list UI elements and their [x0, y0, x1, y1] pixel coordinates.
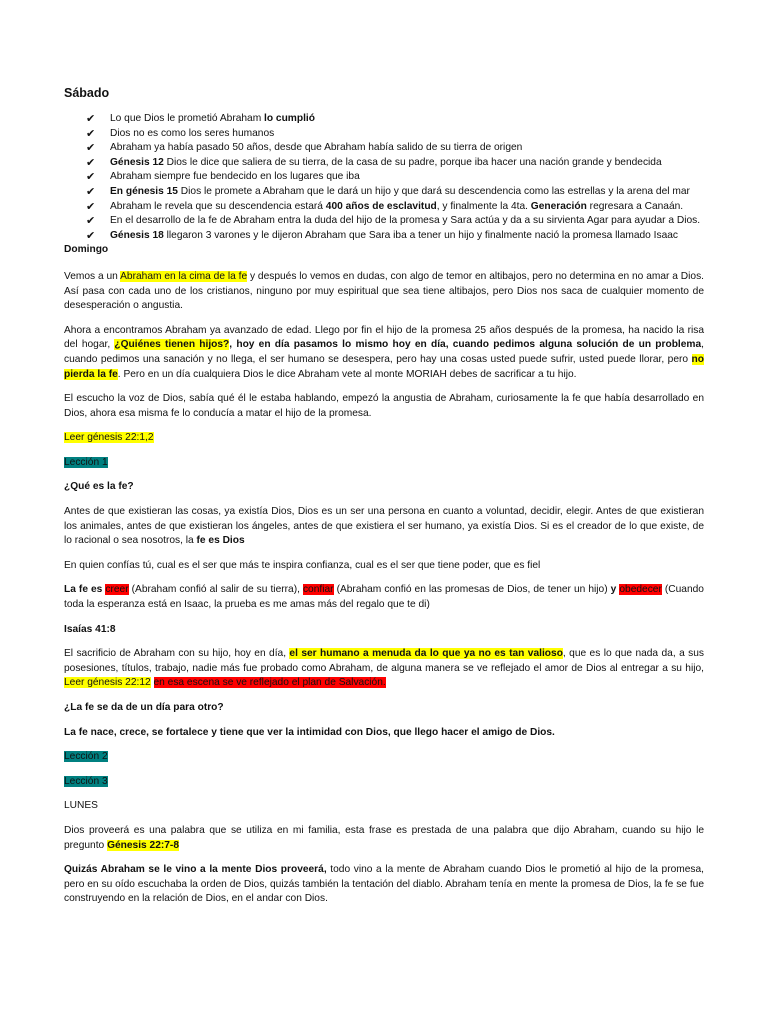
paragraph — [64, 775, 704, 790]
highlighted-text: confiar — [302, 584, 334, 596]
text-run: , que es lo que nada da, a sus posesiones, títulos, trabajo, nadie más fue probado como Abraham, de alguna manera se ve reflejado el amor de Dios al entregar a su hijo, — [64, 648, 704, 674]
bold-text: ¿La fe se da de un día para otro? — [64, 702, 224, 713]
text-run: Dios le promete a Abraham que le dará un hijo y que dará su descendencia como las estrellas y la arena del mar — [177, 185, 690, 197]
bold-text: La fe es — [64, 584, 106, 596]
document-page — [64, 86, 704, 917]
checklist-item — [86, 185, 704, 200]
paragraph — [64, 623, 704, 638]
bold-text: y — [610, 584, 617, 596]
paragraph — [64, 583, 704, 612]
highlighted-text: en esa escena se ve reflejado el plan de Salvación. — [153, 677, 386, 689]
text-run: Antes de que existieran las cosas, ya existía Dios, Dios es un ser una persona en cuanto a voluntad, decidir, elegir. Antes de que existieran los animales, antes de que existieran los ángeles, antes de que existiera el ser humano, ya existía Dios. Si es el creador de lo que existe, de lo racional o sea nosotros, la — [64, 506, 704, 547]
paragraph — [64, 392, 704, 421]
text-run: regresara a Canaán. — [586, 200, 684, 212]
checkmark-icon: ✔ — [86, 185, 96, 198]
bold-text: fe es Dios — [196, 535, 245, 547]
highlighted-text: Leer génesis 22:1,2 — [64, 432, 154, 444]
text-run: y después lo vemos en dudas, con algo de temor en altibajos, pero no determina en no amar a Dios. Así pasa con cada uno de los cristianos, ninguno por muy espiritual que sea tiene altibajos, pero Dios nos saca de cualquier momento de desesperación o angustia. — [64, 270, 704, 312]
paragraph — [64, 431, 704, 446]
text-run: Ahora a encontramos Abraham ya avanzado de edad. Llego por fin el hijo de la promesa 25 años después de la promesa, ha nacido la risa del hogar, — [64, 324, 704, 351]
paragraph — [64, 799, 704, 814]
highlighted-text: no pierda la fe — [64, 353, 704, 380]
checklist-item — [86, 214, 704, 229]
text-run: Dios le dice que saliera de su tierra, de la casa de su padre, porque iba hacer una nación grande y bendecida — [163, 156, 662, 168]
text-run: , y finalmente la 4ta. — [436, 200, 531, 212]
highlighted-text: Abraham en la cima de la fe — [120, 270, 248, 282]
text-run: . Pero en un día cualquiera Dios le dice Abraham vete al monte MORIAH debes de sacrificar a tu hijo. — [117, 368, 577, 380]
text-run: (Abraham confió en las promesas de Dios, de tener un hijo) — [333, 584, 611, 596]
bold-text: La fe nace, crece, se fortalece y tiene que ver la intimidad con Dios, que llego hacer el amigo de Dios. — [64, 726, 555, 738]
text-run: (Cuando toda la esperanza está en Isaac, la prueba es me amas más del regalo que te di) — [64, 584, 704, 611]
text-run: Abraham le revela que su descendencia estará — [110, 200, 326, 212]
highlighted-text: Lección 2 — [64, 751, 108, 763]
bold-text: , hoy en día pasamos lo mismo hoy en día, cuando pedimos alguna solución de un problema — [229, 339, 702, 351]
checkmark-icon: ✔ — [86, 171, 96, 184]
text-run: Vemos a un — [64, 270, 121, 282]
paragraph — [64, 480, 704, 495]
highlighted-text: creer — [105, 584, 129, 596]
highlighted-text: el ser humano a menuda da lo que ya no es tan valioso — [289, 648, 563, 660]
bold-text: Génesis 18 — [110, 229, 164, 241]
text-run: (Abraham confió al salir de su tierra), — [128, 584, 303, 596]
text-run: LUNES — [64, 800, 98, 812]
checkmark-icon: ✔ — [86, 156, 96, 169]
paragraph — [64, 559, 704, 574]
text-run: Lo que Dios le prometió Abraham — [110, 113, 265, 124]
checklist-item — [86, 229, 704, 244]
paragraph — [64, 456, 704, 471]
text-run: Abraham ya había pasado 50 años, desde que Abraham había salido de su tierra de origen — [110, 142, 523, 154]
paragraph — [64, 701, 704, 716]
highlighted-text: ¿Quiénes tienen hijos? — [114, 339, 230, 351]
checklist-item — [86, 200, 704, 215]
text-run: llegaron 3 varones y le dijeron Abraham que Sara iba a tener un hijo y finalmente nació la promesa llamado Isaac — [163, 229, 679, 241]
saturday-checklist — [64, 112, 704, 243]
bold-text: Generación — [530, 200, 587, 212]
bold-text: lo cumplió — [264, 113, 315, 124]
checklist-item — [86, 127, 704, 142]
text-run: Dios proveerá es una palabra que se utiliza en mi familia, esta frase es prestada de una palabra que dijo Abraham, cuando su hijo le pregunto — [64, 824, 704, 851]
checklist-item — [86, 112, 704, 127]
checkmark-icon: ✔ — [86, 127, 96, 140]
text-run: En quien confías tú, cual es el ser que más te inspira confianza, cual es el ser que tiene poder, que es fiel — [64, 559, 541, 571]
checkmark-icon: ✔ — [86, 215, 96, 228]
sunday-heading: Domingo — [64, 244, 109, 256]
highlighted-text: Lección 1 — [64, 456, 108, 468]
highlighted-text: Leer génesis 22:12 — [64, 677, 151, 689]
text-run: El sacrificio de Abraham con su hijo, hoy en día, — [64, 648, 290, 660]
bold-text: Isaías 41:8 — [64, 623, 116, 635]
text-run: , cuando pedimos una sanación y no llega, el ser humano se desespera, pero hay una cosas usted puede sufrir, usted puede llorar, pero — [64, 339, 704, 365]
text-run: En el desarrollo de la fe de Abraham entra la duda del hijo de la promesa y Sara actúa y da a su sirvienta Agar para ayudar a Dios. — [110, 215, 701, 227]
highlighted-text: Génesis 22:7-8 — [107, 839, 179, 851]
text-run: Dios no es como los seres humanos — [110, 127, 275, 139]
paragraph — [64, 824, 704, 853]
bold-text: ¿Qué es la fe? — [64, 481, 134, 493]
checklist-item — [86, 156, 704, 171]
paragraph — [64, 505, 704, 549]
checklist-item — [86, 170, 704, 185]
paragraph — [64, 647, 704, 691]
bold-text: Génesis 12 — [110, 156, 164, 168]
text-run: todo vino a la mente de Abraham cuando Dios le prometió al hijo de la promesa, pero en su oído escuchaba la orden de Dios, quizás también la tentación del diablo. Abraham tenía en mente la promesa de Dios, la fe se fue construyendo en la relación de Dios, en el andar con Dios. — [64, 864, 704, 905]
text-run: El escucho la voz de Dios, sabía qué él le estaba hablando, empezó la angustia de Abraham, curiosamente la fe que había desarrollado en Dios, ahora esa misma fe lo conducía a matar el hijo de la promesa. — [64, 393, 704, 419]
checkmark-icon: ✔ — [86, 142, 96, 155]
text-run: Abraham siempre fue bendecido en los lugares que iba — [110, 171, 360, 183]
page-title: Sábado — [64, 86, 110, 100]
body-paragraphs — [64, 270, 704, 907]
paragraph — [64, 863, 704, 907]
paragraph — [64, 270, 704, 314]
checklist-item — [86, 141, 704, 156]
bold-text: Quizás Abraham se le vino a la mente Dios proveerá, — [64, 864, 327, 876]
highlighted-text: obedecer — [619, 584, 662, 596]
highlighted-text: Lección 3 — [64, 775, 108, 787]
bold-text: 400 años de esclavitud — [325, 200, 437, 212]
paragraph — [64, 324, 704, 382]
paragraph — [64, 750, 704, 765]
checkmark-icon: ✔ — [86, 229, 96, 242]
paragraph — [64, 726, 704, 741]
bold-text: En génesis 15 — [110, 185, 178, 197]
checkmark-icon: ✔ — [86, 200, 96, 213]
checkmark-icon: ✔ — [86, 113, 96, 125]
